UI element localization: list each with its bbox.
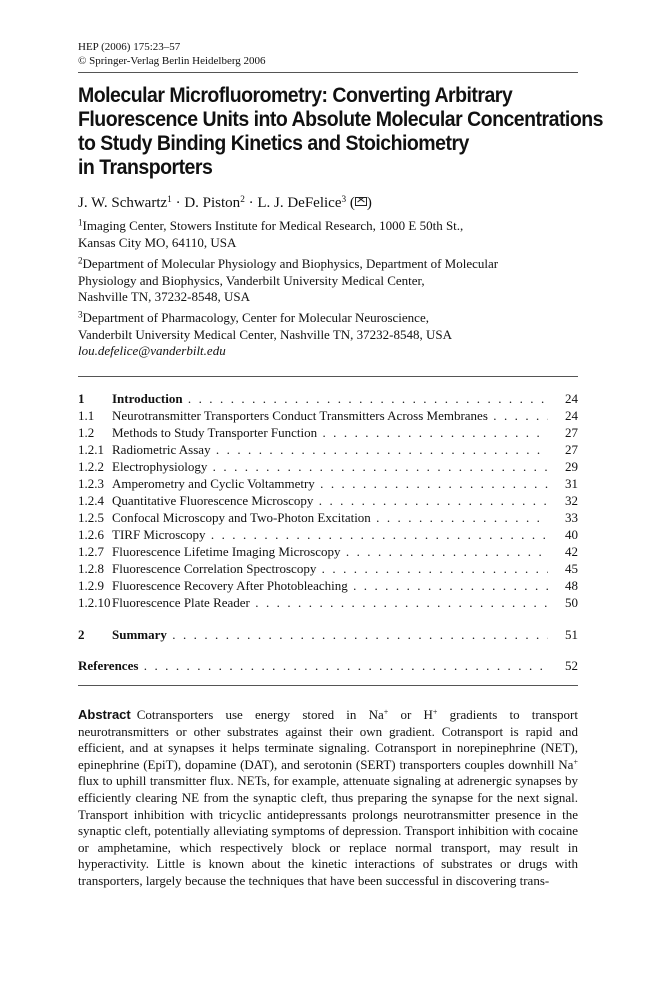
author-name: J. W. Schwartz [78,195,168,211]
toc-entry[interactable] [78,577,578,594]
toc-entry-label: References . . . [78,657,548,674]
toc-entry-page: 51 [565,627,578,642]
toc-entry[interactable] [78,475,578,492]
affiliation-line: Physiology and Biophysics, Vanderbilt University Medical Center, [78,272,425,288]
toc-entry-page: 32 [565,493,578,508]
toc-entry-number: 1.2.2 [78,459,104,474]
affiliation-line: Department of Pharmacology, Center for Molecular Neuroscience, [82,310,429,325]
toc-entry-number: 1.1 [78,408,95,423]
toc-entry-number: 1.2.6 [78,527,104,542]
toc-entry-label: Quantitative Fluorescence Microscopy . . . [112,492,548,509]
author-affiliation-marker: 3 [341,194,347,205]
toc-entry-number: 1.2.5 [78,510,104,525]
toc-entry-page: 27 [565,442,578,457]
toc-entry-number: 1.2.4 [78,493,104,508]
toc-entry-label: Summary . . . [112,626,548,643]
toc-entry-label: Amperometry and Cyclic Voltammetry . . . [112,475,548,492]
toc-entry-number: 1 [78,391,85,406]
toc-entry-number: 1.2.3 [78,476,104,491]
toc-top-rule [78,376,578,377]
toc-entry-label: Introduction . . . [112,390,548,407]
toc-entry[interactable] [78,509,578,526]
toc-entry[interactable] [78,594,578,611]
toc-entry-page: 33 [565,510,578,525]
toc-entry[interactable] [78,441,578,458]
toc-entry[interactable] [78,407,578,424]
toc-entry-page: 27 [565,425,578,440]
toc-entry-label: Fluorescence Plate Reader . . . [112,594,548,611]
toc-entry-label: Methods to Study Transporter Function . . . [112,424,548,441]
toc-entry-label: Confocal Microscopy and Two-Photon Excitation . . . [112,509,548,526]
toc-entry-label: Fluorescence Lifetime Imaging Microscopy . . . [112,543,548,560]
affiliation [78,256,598,306]
title-line: Molecular Microfluorometry: Converting Arbitrary [78,84,513,107]
toc-entry-page: 42 [565,544,578,559]
running-header [78,41,578,68]
toc-entry[interactable] [78,626,578,643]
article-title [78,84,603,180]
toc-entry-label: Electrophysiology . . . [112,458,548,475]
toc-entry[interactable] [78,560,578,577]
title-line: Fluorescence Units into Absolute Molecular Concentrations [78,108,603,131]
affiliation-line: Imaging Center, Stowers Institute for Medical Research, 1000 E 50th St., [82,218,464,233]
author-name: D. Piston [184,195,241,211]
toc-entry[interactable] [78,458,578,475]
copyright-line: © Springer-Verlag Berlin Heidelberg 2006 [78,54,266,67]
toc-entry[interactable] [78,543,578,560]
title-line: in Transporters [78,156,213,179]
toc-entry-page: 29 [565,459,578,474]
superscript: + [383,707,389,717]
affiliation-number: 3 [78,309,83,320]
toc-entry-number: 1.2.8 [78,561,104,576]
toc-entry[interactable] [78,657,578,674]
toc-entry-number: 1.2.10 [78,595,111,610]
toc-entry-number: 1.2.1 [78,442,104,457]
affiliation-line: Vanderbilt University Medical Center, Nashville TN, 37232-8548, USA [78,326,453,342]
toc-entry-page: 31 [565,476,578,491]
toc-entry[interactable] [78,526,578,543]
toc-entry-number: 1.2.9 [78,578,104,593]
email-link[interactable]: lou.defelice@vanderbilt.edu [78,343,226,359]
toc-entry-page: 48 [565,578,578,593]
header-rule [78,72,578,73]
toc-entry-label: Radiometric Assay . . . [112,441,548,458]
affiliation-number: 2 [78,255,83,266]
toc-entry-page: 50 [565,595,578,610]
toc-entry-label: Fluorescence Recovery After Photobleaching . . . [112,577,548,594]
superscript: + [432,707,438,717]
toc-entry-label: Neurotransmitter Transporters Conduct Transmitters Across Membranes . . . [112,407,548,424]
toc-entry-page: 45 [565,561,578,576]
affiliation-number: 1 [78,217,83,228]
journal-citation: HEP (2006) 175:23–57 [78,41,181,53]
author-affiliation-marker: 2 [240,194,245,205]
abstract-text: flux to uphill transmitter flux. NETs, for example, attenuate signaling at adrenergic synapses by efficiently clearing NE from the synaptic cleft, thus preparing the synapse for the next signal. Transport inhibition with tricyclic antidepressants prolongs neurotransmitter presence in the synaptic cleft, potentially alleviating symptoms of depression. Transport inhibition with cocaine or amphetamine, which respectively block or replace normal transport, may result in hyperactivity. Little is known about the kinetic interactions of substrates or drugs with transporters, largely because the techniques that have been successful in discovering trans- [78,773,578,888]
abstract-text: gradients to transport neurotransmitters or other substrates against their own gradient. Cotransport is rapid and efficient, and at synapses it helps terminate signaling. Cotransport in norepinephrine (NET), epinephrine (EpiT), dopamine (DAT), and serotonin (SERT) transporters couples downhill Na [78,707,578,772]
author-list: J. W. Schwartz$^1$ · D. Piston$^2$ · L. J. DeFelice$^3$ ( ) [78,194,372,211]
toc-entry-page: 52 [565,658,578,673]
superscript: + [573,757,578,767]
author-name: L. J. DeFelice [257,195,342,211]
toc-entry[interactable] [78,424,578,441]
abstract-text: Cotransporters use energy stored in Na [136,707,384,722]
toc-entry-number: 2 [78,627,85,642]
toc-entry[interactable] [78,492,578,509]
affiliation-line: Kansas City MO, 64110, USA [78,234,237,250]
author-affiliation-marker: 1 [167,194,172,205]
toc-entry-label: TIRF Microscopy . . . [112,526,548,543]
abstract [78,707,578,890]
affiliation [78,310,598,360]
toc-entry-page: 40 [565,527,578,542]
affiliation-line: Nashville TN, 37232-8548, USA [78,289,251,305]
title-line: to Study Binding Kinetics and Stoichiometry [78,132,469,155]
toc-entry-label: Fluorescence Correlation Spectroscopy . . . [112,560,548,577]
toc-entry-number: 1.2.7 [78,544,104,559]
abstract-text: or H [388,707,433,722]
toc-entry-page: 24 [565,391,578,406]
envelope-icon [355,197,367,206]
abstract-label: Abstract [78,707,131,722]
affiliation-line: Department of Molecular Physiology and Biophysics, Department of Molecular [82,256,499,271]
toc-entry-number: 1.2 [78,425,95,440]
toc-entry[interactable] [78,390,578,407]
toc-bottom-rule [78,685,578,686]
affiliation [78,218,598,251]
toc-entry-page: 24 [565,408,578,423]
